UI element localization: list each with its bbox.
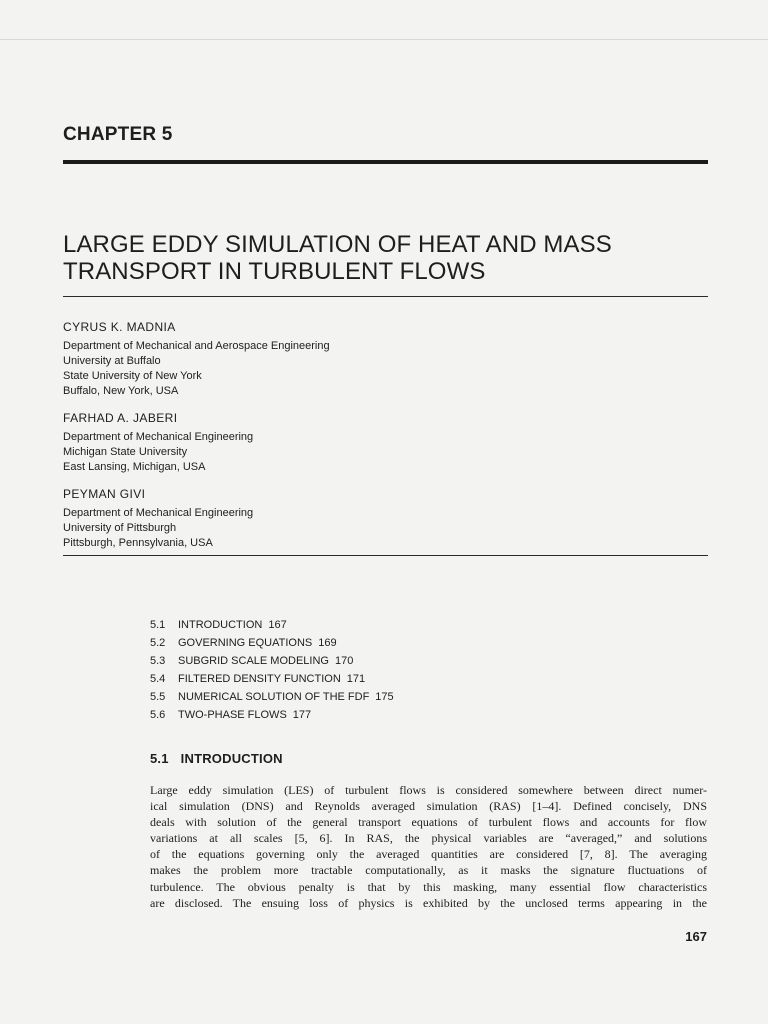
toc-title: INTRODUCTION <box>178 619 263 631</box>
toc-number: 5.6 <box>150 709 166 721</box>
toc-page: 167 <box>268 619 287 631</box>
table-of-contents <box>150 616 570 724</box>
author-block <box>63 320 663 399</box>
toc-entry[interactable] <box>150 634 570 652</box>
toc-number: 5.4 <box>150 673 166 685</box>
body-line: ical simulation (DNS) and Reynolds averaged simulation (RAS) [1–4]. Defined concisely, DNS <box>150 799 707 814</box>
page-top-edge <box>0 39 768 40</box>
affiliation-line: Pittsburgh, Pennsylvania, USA <box>63 537 213 549</box>
chapter-title-line: TRANSPORT IN TURBULENT FLOWS <box>63 258 486 285</box>
chapter-title-line: LARGE EDDY SIMULATION OF HEAT AND MASS <box>63 231 612 258</box>
affiliation-line: Department of Mechanical Engineering <box>63 431 254 443</box>
toc-entry[interactable] <box>150 616 570 634</box>
body-line: deals with solution of the general transport equations of turbulent flows and accounts for flow <box>150 815 707 830</box>
body-line: Large eddy simulation (LES) of turbulent flows is considered somewhere between direct numer- <box>150 783 707 797</box>
page-number: 167 <box>685 929 707 944</box>
toc-page: 170 <box>334 655 354 667</box>
toc-entry[interactable] <box>150 688 570 706</box>
toc-number: 5.5 <box>150 691 166 703</box>
authors-rule <box>63 555 708 556</box>
toc-number: 5.2 <box>150 637 166 649</box>
affiliation-line: Department of Mechanical and Aerospace Engineering <box>63 340 330 352</box>
toc-title: TWO-PHASE FLOWS <box>178 709 287 721</box>
affiliation-line: Department of Mechanical Engineering <box>63 507 254 519</box>
author-name: CYRUS K. MADNIA <box>63 320 176 334</box>
toc-title: SUBGRID SCALE MODELING <box>178 655 329 667</box>
affiliation-line: Buffalo, New York, USA <box>63 385 179 397</box>
body-line: turbulence. The obvious penalty is that by this masking, many essential flow characteristics <box>150 879 707 894</box>
affiliation-line: University of Pittsburgh <box>63 522 177 534</box>
body-line: of the equations governing only the averaged quantities are considered [7, 8]. The averaging <box>150 847 707 862</box>
section-title: INTRODUCTION <box>180 751 283 766</box>
toc-entry[interactable] <box>150 652 570 670</box>
affiliation-line: East Lansing, Michigan, USA <box>63 461 206 473</box>
chapter-title <box>63 231 713 285</box>
toc-page: 177 <box>292 709 312 721</box>
toc-number: 5.3 <box>150 655 166 667</box>
toc-title: FILTERED DENSITY FUNCTION <box>178 673 341 685</box>
toc-page: 175 <box>375 691 394 703</box>
toc-title: NUMERICAL SOLUTION OF THE FDF <box>178 691 370 703</box>
section-heading <box>150 751 283 766</box>
title-rule <box>63 296 708 297</box>
toc-number: 5.1 <box>150 619 166 631</box>
toc-entry[interactable] <box>150 706 570 724</box>
body-line: variations at all scales [5, 6]. In RAS, the physical variables are “averaged,” and solutions <box>150 831 707 846</box>
toc-page: 169 <box>318 637 337 649</box>
author-block <box>63 411 663 475</box>
toc-entry[interactable] <box>150 670 570 688</box>
affiliation-line: State University of New York <box>63 370 202 382</box>
author-list <box>63 320 663 563</box>
affiliation-line: University at Buffalo <box>63 355 161 367</box>
body-line: makes the problem more tractable computationally, as it masks the signature fluctuations of <box>150 863 707 878</box>
affiliation-line: Michigan State University <box>63 446 188 458</box>
body-line: are disclosed. The ensuing loss of physics is exhibited by the unclosed terms appearing in the <box>150 895 707 910</box>
author-block <box>63 487 663 551</box>
body-paragraph <box>150 782 707 911</box>
chapter-label: CHAPTER 5 <box>63 124 173 145</box>
author-name: FARHAD A. JABERI <box>63 411 178 425</box>
toc-page: 171 <box>346 673 366 685</box>
toc-title: GOVERNING EQUATIONS <box>178 637 313 649</box>
section-number: 5.1 <box>150 751 169 766</box>
author-name: PEYMAN GIVI <box>63 487 146 501</box>
chapter-rule <box>63 160 708 164</box>
